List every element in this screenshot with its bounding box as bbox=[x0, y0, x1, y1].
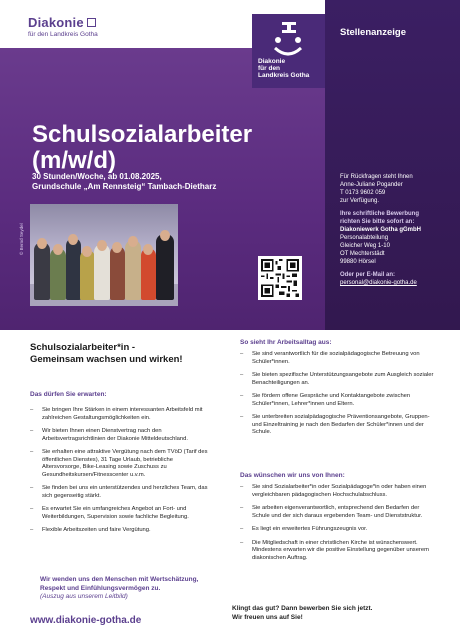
website-link[interactable]: www.diakonie-gotha.de bbox=[30, 615, 142, 626]
job-title: Schulsozialarbeiter (m/w/d) bbox=[32, 121, 253, 174]
list-item: – Sie unterbreiten sozialpädagogische Präventionsangebote, Gruppen- und Einzeltraining je nach den Bedarfen der Schüler*innen und der Schule. bbox=[240, 414, 436, 437]
list-item: – Sie erhalten eine attraktive Vergütung nach dem TVöD (Tarif des öffentlichen Dienstes), 31 Tage Urlaub, betriebliche Altersvorsorge, Bike-Leasing sowie Zuschuss zu Gesundheitskursen/Fitnesscenter u.v.m. bbox=[30, 449, 213, 479]
list-item: – Sie finden bei uns ein unterstützendes und herzliches Team, das sich gegenseitig stärkt. bbox=[30, 485, 213, 500]
organization-name: Diakoniewerk Gotha gGmbH bbox=[340, 227, 422, 233]
email-link[interactable]: personal@diakonie-gotha.de bbox=[340, 280, 417, 286]
list-item: – Sie arbeiten eigenverantwortlich, entsprechend den Bedarfen der Schule und der sich daraus ergebenden Team- und Dienststruktur. bbox=[240, 505, 436, 520]
contact-info: Für Rückfragen steht Ihnen Anne-Juliane Pogander T 0173 9602 059 zur Verfügung. Ihre schriftliche Bewerbung richten Sie bitte sofort an: Diakoniewerk Gotha gGmbH Personalabteilung Gleicher Weg 1-10 OT Mechterstädt 99880 Hörsel Oder per E-Mail an: personal@diakonie-gotha.de bbox=[340, 173, 456, 287]
workday-list bbox=[240, 351, 436, 437]
diakonie-logo bbox=[28, 16, 98, 38]
logo-cross-icon bbox=[87, 18, 96, 27]
ad-type-label: Stellenanzeige bbox=[340, 27, 406, 38]
list-item: – Es liegt ein erweitertes Führungszeugnis vor. bbox=[240, 526, 436, 534]
list-item: – Es erwartet Sie ein umfangreiches Angebot an Fort- und Weiterbildungen, Supervision sowie fachliche Begleitung. bbox=[30, 506, 213, 521]
list-item: – Wir bieten Ihnen einen Dienstvertrag nach den Arbeitsvertragsrichtlinien der Diakonie Mitteldeutschland. bbox=[30, 428, 213, 443]
closing-call-to-action: Klingt das gut? Dann bewerben Sie sich jetzt. Wir freuen uns auf Sie! bbox=[232, 605, 373, 621]
list-item: – Sie fördern offene Gespräche und Kontaktangebote zwischen Schüler*innen, Lehrer*innen und Eltern. bbox=[240, 393, 436, 408]
team-photo bbox=[30, 204, 178, 306]
list-item: – Sie bringen Ihre Stärken in einem interessanten Arbeitsfeld mit zahlreichen Gestaltungsmöglichkeiten ein. bbox=[30, 407, 213, 422]
list-item: – Sie sind verantwortlich für die sozialpädagogische Betreuung von Schüler*innen. bbox=[240, 351, 436, 366]
offer-list bbox=[30, 407, 213, 535]
emblem-caption: Diakonie für den Landkreis Gotha bbox=[258, 58, 310, 79]
list-item: – Sie bieten spezifische Unterstützungsangebote zum Ausgleich sozialer Benachteiligungen an. bbox=[240, 372, 436, 387]
list-item: – Die Mitgliedschaft in einer christlichen Kirche ist wünschenswert. Mindestens erwarten wir die positive Einstellung gegenüber unserem diakonischen Auftrag. bbox=[240, 540, 436, 563]
photo-credit: © Bernd Seydel bbox=[19, 223, 24, 255]
list-item: – Sie sind Sozialarbeiter*in oder Sozialpädagoge*in oder haben einen vergleichbaren pädagogischen Hochschulabschluss. bbox=[240, 484, 436, 499]
intro-heading: Schulsozialarbeiter*in - Gemeinsam wachsen und wirken! bbox=[30, 342, 183, 365]
logo-subtitle: für den Landkreis Gotha bbox=[28, 31, 98, 38]
workday-heading: So sieht Ihr Arbeitsalltag aus: bbox=[240, 339, 332, 346]
wishes-heading: Das wünschen wir uns von Ihnen: bbox=[240, 472, 345, 479]
list-item: – Flexible Arbeitszeiten und faire Vergütung. bbox=[30, 527, 213, 535]
offer-heading: Das dürfen Sie erwarten: bbox=[30, 391, 107, 398]
logo-name: Diakonie bbox=[28, 15, 84, 30]
qr-code-icon[interactable] bbox=[258, 256, 302, 300]
mission-quote: Wir wenden uns den Menschen mit Wertschätzung, Respekt und Einfühlungsvermögen zu. (Auszug aus unserem Leitbild) bbox=[40, 576, 199, 600]
wishes-list bbox=[240, 484, 436, 562]
job-details: 30 Stunden/Woche, ab 01.08.2025, Grundschule „Am Rennsteig“ Tambach-Dietharz bbox=[32, 172, 217, 191]
diakonie-face-emblem-icon bbox=[258, 16, 318, 64]
